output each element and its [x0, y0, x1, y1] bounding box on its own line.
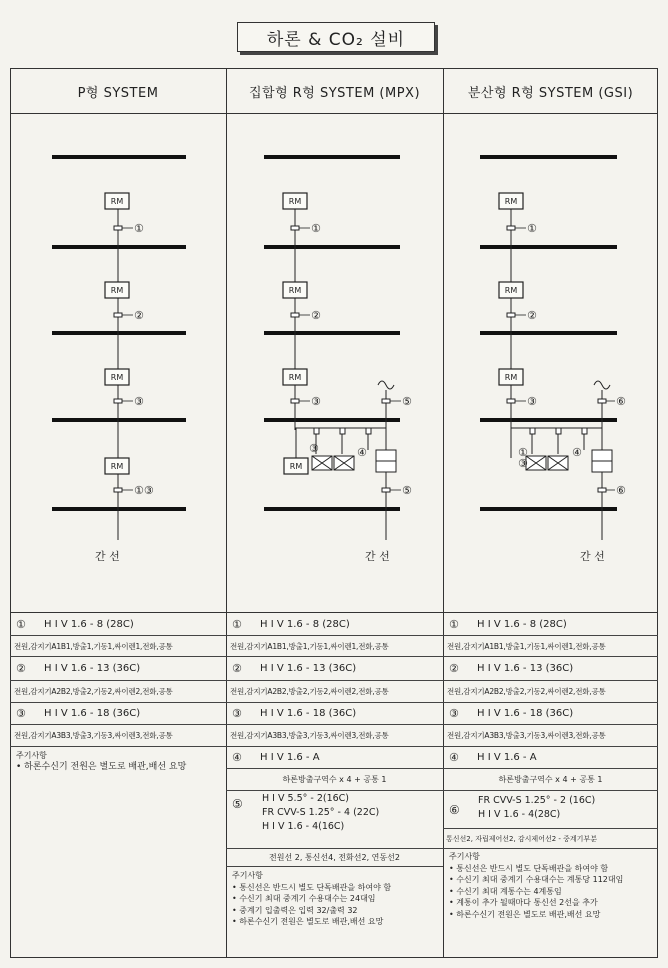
- note-item: • 중계기 입출력은 입력 32/출력 32: [232, 905, 358, 915]
- gsi-row-1-desc: 전원,감지기A1B1,방출1,기동1,싸이렌1,전화,공통: [447, 641, 606, 651]
- mpx-row-1: [232, 614, 440, 635]
- rm-label: RM: [288, 372, 302, 382]
- gsi-row-1: [449, 614, 655, 635]
- mpx-row-5-num: ⑤: [232, 797, 243, 811]
- wire-marker: ①: [527, 221, 537, 235]
- mpx-row-2: [232, 657, 440, 680]
- wire-marker: ④: [357, 445, 367, 459]
- trunk-label: 간 선: [365, 550, 390, 563]
- column-header-mpx: 집합형 R형 SYSTEM (MPX): [248, 85, 421, 101]
- p-row-spec: H I V 1.6 - 8 (28C): [44, 619, 134, 630]
- note-item: • 통신선은 반드시 별도 단독배관을 하여야 함: [232, 882, 392, 892]
- gsi-row-3: [449, 703, 655, 724]
- note-item: • 수신기 최대 중계기 수용대수는 계통당 112대임: [449, 875, 624, 884]
- gsi-row-3-desc: 전원,감지기A3B3,방출3,기동3,싸이렌3,전화,공통: [447, 731, 606, 740]
- mpx-row-num: ①: [232, 618, 242, 631]
- mpx-row-num: ②: [232, 662, 242, 675]
- mpx-row-spec: H I V 1.6 - 18 (36C): [260, 708, 357, 719]
- rm-label: RM: [504, 285, 518, 295]
- wire-marker: ③: [309, 441, 319, 455]
- gsi-row-4: [449, 747, 655, 768]
- p-row-3: [16, 703, 222, 724]
- spec-line: H I V 1.6 - 4(28C): [478, 809, 561, 820]
- gsi-row-6-num: ⑥: [449, 803, 460, 817]
- gsi-row-spec: H I V 1.6 - 8 (28C): [477, 619, 567, 630]
- rm-label: RM: [110, 285, 124, 295]
- note-item: • 계통이 추가 될때마다 통신선 2선을 추가: [449, 898, 598, 907]
- gsi-row-6-desc: 통신선2, 자립제어선2, 감시제어선2 - 중계기부분: [446, 834, 597, 843]
- notes-title: 주기사항: [449, 852, 480, 861]
- mpx-row-1-desc: 전원,감지기A1B1,방출1,기동1,싸이렌1,전화,공통: [230, 641, 389, 651]
- gsi-row-spec: H I V 1.6 - 18 (36C): [477, 708, 574, 719]
- spec-line: FR CVV-S 1.25° - 2 (16C): [478, 795, 596, 806]
- wire-marker: ③: [311, 394, 321, 408]
- page-title: 하론 & CO₂ 설비: [237, 22, 435, 52]
- wire-marker: ①③: [134, 483, 154, 497]
- wire-marker: ②: [311, 308, 321, 322]
- mpx-row-4: [232, 747, 440, 768]
- wire-marker: ③: [527, 394, 537, 408]
- p-row-2: [16, 657, 222, 680]
- mpx-notes: [232, 870, 440, 928]
- rm-label: RM: [110, 461, 124, 471]
- gsi-notes: [449, 851, 657, 920]
- column-header-gsi: 분산형 R형 SYSTEM (GSI): [467, 85, 634, 101]
- gsi-row-2-desc: 전원,감지기A2B2,방출2,기동2,싸이렌2,전화,공통: [447, 687, 606, 696]
- notes-title: 주기사항: [16, 751, 47, 760]
- note-item: • 하론수신기 전원은 별도로 배관,배선 요망: [16, 761, 187, 772]
- wire-marker: ①: [311, 221, 321, 235]
- mpx-row-2-desc: 전원,감지기A2B2,방출2,기동2,싸이렌2,전화,공통: [230, 687, 389, 696]
- spec-line: FR CVV-S 1.25° - 4 (22C): [262, 807, 380, 818]
- p-row-3-desc: 전원,감지기A3B3,방출3,기동3,싸이렌3,전화,공통: [14, 731, 173, 740]
- column-header-p: P형 SYSTEM: [77, 85, 159, 101]
- gsi-row-num: ④: [449, 751, 459, 764]
- lead-wire: [594, 381, 610, 389]
- wire-marker: ⑥: [616, 394, 626, 408]
- wire-marker: ⑤: [402, 394, 412, 408]
- gsi-row-spec: H I V 1.6 - A: [477, 752, 537, 763]
- rm-label: RM: [110, 372, 124, 382]
- p-row-2-desc: 전원,감지기A2B2,방출2,기동2,싸이렌2,전화,공통: [14, 687, 173, 696]
- gsi-row-num: ②: [449, 662, 459, 675]
- mpx-row-spec: H I V 1.6 - 13 (36C): [260, 663, 357, 674]
- p-row-num: ①: [16, 618, 26, 631]
- spec-line: H I V 1.6 - 4(16C): [262, 821, 345, 832]
- trunk-label: 간 선: [95, 550, 120, 563]
- wire-marker: ⑥: [616, 483, 626, 497]
- p-row-1: [16, 614, 222, 635]
- notes-title: 주기사항: [232, 871, 263, 880]
- p-row-1-desc: 전원,감지기A1B1,방출1,기동1,싸이렌1,전화,공통: [14, 641, 173, 651]
- mpx-row-5-specs: [262, 792, 440, 834]
- mpx-row-3-desc: 전원,감지기A3B3,방출3,기동3,싸이렌3,전화,공통: [230, 731, 389, 740]
- wire-marker: ③: [134, 394, 144, 408]
- wire-marker: ③: [518, 456, 528, 470]
- note-item: • 수신기 최대 계통수는 4계통임: [449, 886, 562, 896]
- note-item: • 통신선은 반드시 별도 단독배관을 하여야 함: [449, 863, 609, 873]
- gsi-row-6-specs: [478, 794, 656, 822]
- mpx-row-spec: H I V 1.6 - A: [260, 752, 320, 763]
- note-item: • 수신기 최대 중계기 수용대수는 24대임: [232, 894, 376, 903]
- wire-marker: ②: [527, 308, 537, 322]
- rm-label: RM: [110, 196, 124, 206]
- gsi-row-2: [449, 657, 655, 680]
- mpx-row-4-desc: 하론방출구역수 x 4 + 공통 1: [282, 775, 387, 784]
- p-notes: [16, 750, 222, 773]
- spec-line: H I V 5.5° - 2(16C): [262, 793, 350, 804]
- mpx-row-spec: H I V 1.6 - 8 (28C): [260, 619, 350, 630]
- mpx-row-3: [232, 703, 440, 724]
- gsi-row-spec: H I V 1.6 - 13 (36C): [477, 663, 574, 674]
- trunk-label: 간 선: [580, 550, 605, 563]
- gsi-row-num: ③: [449, 707, 459, 720]
- mpx-row-5-desc: 전원선 2, 통신선4, 전화선2, 연동선2: [269, 853, 400, 862]
- gsi-row-4-desc: 하론방출구역수 x 4 + 공통 1: [498, 775, 603, 784]
- p-row-spec: H I V 1.6 - 18 (36C): [44, 708, 141, 719]
- p-row-num: ②: [16, 662, 26, 675]
- rm-label: RM: [504, 372, 518, 382]
- mpx-row-num: ④: [232, 751, 242, 764]
- note-item: • 하론수신기 전원은 별도로 배관,배선 요망: [232, 917, 384, 926]
- mpx-row-num: ③: [232, 707, 242, 720]
- wire-marker: ①: [134, 221, 144, 235]
- wire-marker: ①: [518, 445, 528, 459]
- note-item: • 하론수신기 전원은 별도로 배관,배선 요망: [449, 909, 601, 919]
- rm-label: RM: [288, 196, 302, 206]
- p-row-spec: H I V 1.6 - 13 (36C): [44, 663, 141, 674]
- rm-label: RM: [504, 196, 518, 206]
- rm-label: RM: [288, 285, 302, 295]
- p-row-num: ③: [16, 707, 26, 720]
- rm-label: RM: [289, 461, 303, 471]
- gsi-row-num: ①: [449, 618, 459, 631]
- lead-wire: [378, 381, 394, 389]
- wire-marker: ⑤: [402, 483, 412, 497]
- wire-marker: ②: [134, 308, 144, 322]
- wire-marker: ④: [572, 445, 582, 459]
